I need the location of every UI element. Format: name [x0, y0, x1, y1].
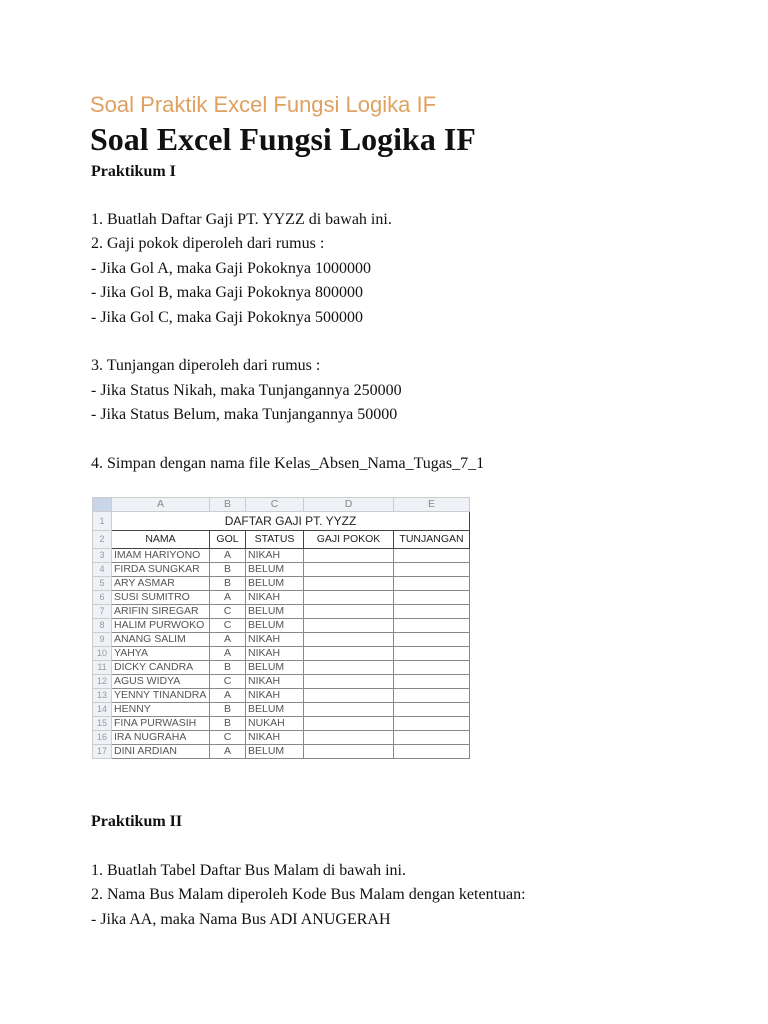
- cell-status: BELUM: [246, 703, 304, 717]
- cell-gol: C: [210, 675, 246, 689]
- instruction-line: 3. Tunjangan diperoleh dari rumus :: [91, 357, 321, 375]
- row-number: 4: [93, 563, 112, 577]
- row-number: 8: [93, 619, 112, 633]
- cell-tunjangan: [394, 633, 470, 647]
- cell-gaji-pokok: [304, 563, 394, 577]
- cell-gol: C: [210, 619, 246, 633]
- table-row: [93, 745, 470, 759]
- cell-gaji-pokok: [304, 703, 394, 717]
- instruction-line: 1. Buatlah Tabel Daftar Bus Malam di bawah ini.: [91, 862, 406, 879]
- cell-tunjangan: [394, 703, 470, 717]
- cell-tunjangan: [394, 689, 470, 703]
- cell-tunjangan: [394, 745, 470, 759]
- cell-nama: HALIM PURWOKO: [112, 619, 210, 633]
- column-header: C: [246, 498, 304, 512]
- row-number: 9: [93, 633, 112, 647]
- table-row: [93, 577, 470, 591]
- cell-gaji-pokok: [304, 549, 394, 563]
- cell-gol: A: [210, 591, 246, 605]
- table-row: [93, 703, 470, 717]
- document-subtitle: Soal Praktik Excel Fungsi Logika IF: [90, 92, 437, 117]
- cell-nama: DINI ARDIAN: [112, 745, 210, 759]
- table-row: [93, 647, 470, 661]
- cell-gaji-pokok: [304, 689, 394, 703]
- sheet-title: DAFTAR GAJI PT. YYZZ: [112, 512, 470, 531]
- cell-gol: A: [210, 549, 246, 563]
- cell-tunjangan: [394, 563, 470, 577]
- cell-nama: YAHYA: [112, 647, 210, 661]
- row-number: 15: [93, 717, 112, 731]
- row-number: 13: [93, 689, 112, 703]
- cell-gol: A: [210, 689, 246, 703]
- cell-status: NIKAH: [246, 647, 304, 661]
- cell-gol: A: [210, 647, 246, 661]
- cell-nama: FINA PURWASIH: [112, 717, 210, 731]
- header-tunjangan: TUNJANGAN: [394, 531, 470, 549]
- cell-status: NIKAH: [246, 633, 304, 647]
- column-header: B: [210, 498, 246, 512]
- cell-gol: B: [210, 661, 246, 675]
- header-gol: GOL: [210, 531, 246, 549]
- cell-nama: IRA NUGRAHA: [112, 731, 210, 745]
- cell-gaji-pokok: [304, 675, 394, 689]
- row-number: 12: [93, 675, 112, 689]
- cell-gol: B: [210, 577, 246, 591]
- cell-status: NIKAH: [246, 731, 304, 745]
- instruction-line: 1. Buatlah Daftar Gaji PT. YYZZ di bawah ini.: [91, 211, 392, 228]
- cell-gaji-pokok: [304, 731, 394, 745]
- cell-gol: A: [210, 745, 246, 759]
- instruction-line: - Jika Gol A, maka Gaji Pokoknya 1000000: [91, 259, 371, 277]
- cell-nama: FIRDA SUNGKAR: [112, 563, 210, 577]
- row-number: 7: [93, 605, 112, 619]
- table-row: [93, 633, 470, 647]
- cell-gaji-pokok: [304, 745, 394, 759]
- cell-status: NIKAH: [246, 549, 304, 563]
- cell-status: NIKAH: [246, 675, 304, 689]
- cell-status: BELUM: [246, 661, 304, 675]
- cell-tunjangan: [394, 647, 470, 661]
- column-header: E: [394, 498, 470, 512]
- header-nama: NAMA: [112, 531, 210, 549]
- cell-tunjangan: [394, 605, 470, 619]
- row-number: 1: [93, 512, 112, 531]
- cell-status: NIKAH: [246, 591, 304, 605]
- cell-gaji-pokok: [304, 717, 394, 731]
- table-row: [93, 549, 470, 563]
- cell-nama: ANANG SALIM: [112, 633, 210, 647]
- cell-status: BELUM: [246, 605, 304, 619]
- row-number: 10: [93, 647, 112, 661]
- table-row: [93, 717, 470, 731]
- cell-status: NIKAH: [246, 689, 304, 703]
- cell-gol: A: [210, 633, 246, 647]
- instruction-line: - Jika AA, maka Nama Bus ADI ANUGERAH: [91, 910, 391, 928]
- cell-gol: C: [210, 731, 246, 745]
- cell-gaji-pokok: [304, 661, 394, 675]
- row-number: 2: [93, 531, 112, 549]
- cell-nama: SUSI SUMITRO: [112, 591, 210, 605]
- row-number: 16: [93, 731, 112, 745]
- cell-gaji-pokok: [304, 633, 394, 647]
- praktikum-2-heading: Praktikum II: [91, 813, 183, 830]
- praktikum-1-heading: Praktikum I: [91, 163, 176, 180]
- instruction-line: 2. Nama Bus Malam diperoleh Kode Bus Malam dengan ketentuan:: [91, 886, 526, 904]
- instruction-line: 4. Simpan dengan nama file Kelas_Absen_Nama_Tugas_7_1: [91, 455, 485, 473]
- cell-tunjangan: [394, 661, 470, 675]
- cell-nama: YENNY TINANDRA: [112, 689, 210, 703]
- cell-tunjangan: [394, 675, 470, 689]
- cell-nama: DICKY CANDRA: [112, 661, 210, 675]
- instruction-line: 2. Gaji pokok diperoleh dari rumus :: [91, 235, 325, 253]
- table-row: [93, 591, 470, 605]
- cell-gol: B: [210, 717, 246, 731]
- cell-tunjangan: [394, 717, 470, 731]
- cell-status: BELUM: [246, 745, 304, 759]
- instruction-line: - Jika Status Belum, maka Tunjangannya 50000: [91, 406, 398, 424]
- cell-status: BELUM: [246, 577, 304, 591]
- cell-gaji-pokok: [304, 647, 394, 661]
- table-row: [93, 675, 470, 689]
- cell-nama: IMAM HARIYONO: [112, 549, 210, 563]
- header-status: STATUS: [246, 531, 304, 549]
- cell-status: NUKAH: [246, 717, 304, 731]
- column-header: A: [112, 498, 210, 512]
- row-number: 14: [93, 703, 112, 717]
- cell-gol: B: [210, 703, 246, 717]
- cell-nama: AGUS WIDYA: [112, 675, 210, 689]
- table-row: [93, 563, 470, 577]
- instruction-line: - Jika Gol C, maka Gaji Pokoknya 500000: [91, 308, 363, 326]
- cell-status: BELUM: [246, 563, 304, 577]
- cell-tunjangan: [394, 577, 470, 591]
- cell-tunjangan: [394, 549, 470, 563]
- row-number: 6: [93, 591, 112, 605]
- cell-nama: ARY ASMAR: [112, 577, 210, 591]
- row-number: 17: [93, 745, 112, 759]
- header-gaji-pokok: GAJI POKOK: [304, 531, 394, 549]
- table-row: [93, 731, 470, 745]
- row-number: 5: [93, 577, 112, 591]
- row-number: 3: [93, 549, 112, 563]
- cell-tunjangan: [394, 591, 470, 605]
- cell-gaji-pokok: [304, 591, 394, 605]
- cell-nama: ARIFIN SIREGAR: [112, 605, 210, 619]
- cell-gaji-pokok: [304, 605, 394, 619]
- cell-status: BELUM: [246, 619, 304, 633]
- column-header-row: [93, 498, 470, 512]
- cell-gol: B: [210, 563, 246, 577]
- cell-nama: HENNY: [112, 703, 210, 717]
- document-title: Soal Excel Fungsi Logika IF: [90, 121, 476, 157]
- select-all-corner: [93, 498, 112, 512]
- row-number: 11: [93, 661, 112, 675]
- cell-gol: C: [210, 605, 246, 619]
- table-row: [93, 605, 470, 619]
- table-row: [93, 619, 470, 633]
- table-row: [93, 661, 470, 675]
- praktikum-1-instructions: [91, 208, 484, 476]
- table-row: [93, 689, 470, 703]
- instruction-line: - Jika Status Nikah, maka Tunjangannya 250000: [91, 381, 402, 399]
- column-header: D: [304, 498, 394, 512]
- instruction-line: - Jika Gol B, maka Gaji Pokoknya 800000: [91, 284, 363, 302]
- cell-gaji-pokok: [304, 577, 394, 591]
- cell-gaji-pokok: [304, 619, 394, 633]
- cell-tunjangan: [394, 619, 470, 633]
- praktikum-2-instructions: [91, 859, 526, 932]
- cell-tunjangan: [394, 731, 470, 745]
- salary-spreadsheet-image: [92, 497, 470, 759]
